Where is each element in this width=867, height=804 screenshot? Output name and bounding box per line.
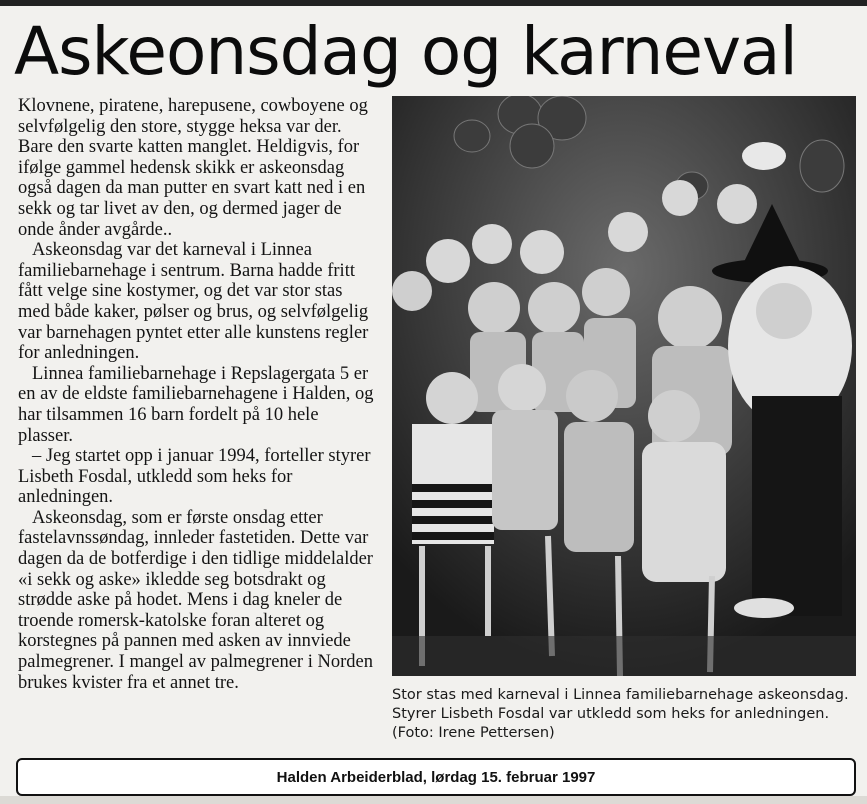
caption-credit: (Foto: Irene Pettersen) (392, 725, 555, 741)
carnival-photo (392, 96, 856, 676)
photo-illustration (392, 96, 856, 676)
source-label (16, 758, 856, 796)
article-paragraph: – Jeg startet opp i januar 1994, forteller styrer Lisbeth Fosdal, utkledd som heks for anledningen. (18, 446, 371, 508)
caption-line: Stor stas med karneval i Linnea familiebarnehage askeonsdag. (392, 687, 849, 703)
article-paragraph: Askeonsdag var det karneval i Linnea familiebarnehage i sentrum. Barna hadde fritt fått velge sine kostymer, og det var stor stas med både kaker, pølser og brus, og selvfølgelig var barnehagen pyntet etter alle kunstens regler for anledningen. (18, 240, 369, 364)
article-paragraph: Klovnene, piratene, harepusene, cowboyene og selvfølgelig den store, stygge heksa var der. Bare den svarte katten manglet. Heldigvis, for ifølge gammel hedensk skikk er askeonsdag også dagen da man putter en svart katt ned i en sekk og tar livet av den, og dermed jager de onde ånder avgårde.. (18, 96, 368, 240)
article-body (18, 96, 376, 693)
caption-line: Styrer Lisbeth Fosdal var utkledd som heks for anledningen. (392, 706, 830, 722)
source-text: Halden Arbeiderblad, lørdag 15. februar 1997 (276, 768, 596, 786)
top-rule (0, 0, 867, 6)
article-paragraph: Linnea familiebarnehage i Repslagergata 5 er en av de eldste familiebarnehagene i Halden, og har tilsammen 16 barn fordelt på 10 hele plasser. (18, 363, 374, 446)
next-article-strip (0, 796, 867, 804)
article-paragraph: Askeonsdag, som er første onsdag etter fastelavnssøndag, innleder fastetiden. Dette var dagen da de botferdige i den tidlige middelalder «i sekk og aske» ikledde seg botsdrakt og strødde aske på hodet. Mens i dag kneler de troende romersk-katolske foran alteret og korstegnes på pannen med asken av innviede palmegrener. I mangel av palmegrener i Norden brukes kvister fra et annet tre. (18, 507, 373, 693)
photo-caption (392, 686, 862, 743)
headline: Askeonsdag og karneval (14, 13, 797, 90)
